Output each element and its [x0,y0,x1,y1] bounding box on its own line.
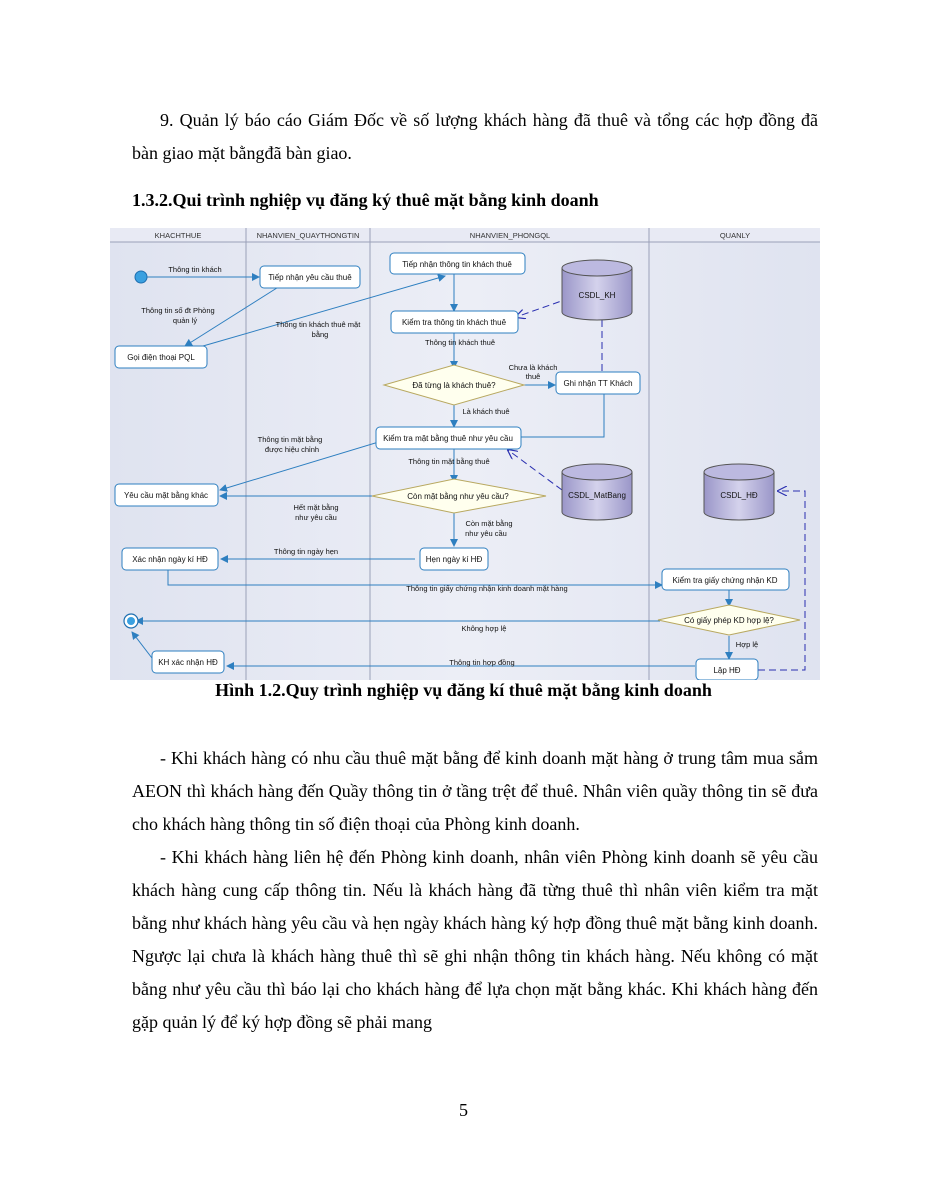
flow-label: Không hợp lệ [461,624,507,633]
flow-label: bằng [311,330,329,339]
flow-label: Thông tin ngày hẹn [273,547,339,556]
page-number: 5 [459,1100,468,1120]
flow-label: Chưa là khách [508,363,558,372]
flow-label: Thông tin giấy chứng nhận kinh doanh mặt hàng [406,584,568,593]
action-kiem-tra-giay: Kiểm tra giấy chứng nhận KD [672,576,778,585]
action-kh-xac-nhan: KH xác nhận HĐ [158,658,218,667]
flow-label: quản lý [172,316,198,325]
section-heading: 1.3.2.Qui trình nghiệp vụ đăng ký thuê mặt bằng kinh doanh [132,190,599,210]
flow-label: Thông tin số đt Phòng [141,306,215,315]
flow-label: được hiệu chỉnh [264,445,320,454]
flow-label: như yêu cầu [295,513,337,522]
action-hen-ngay: Hẹn ngày kí HĐ [425,555,483,564]
action-kiem-tra-mat-bang: Kiểm tra mặt bằng thuê như yêu cầu [383,434,513,443]
flow-label: Thông tin mặt bằng thuê [408,457,490,466]
flow-label: Thông tin hợp đồng [449,658,515,667]
flow-label: Hợp lệ [735,640,759,649]
body-text [132,742,818,1039]
flow-label: Thông tin mặt bằng [257,435,323,444]
lane-label-phongql: NHANVIEN_PHONGQL [469,231,551,240]
flow-label: Thông tin khách thuê [424,338,496,347]
activity-diagram [110,228,820,680]
figure-caption: Hình 1.2.Quy trình nghiệp vụ đăng kí thuê mặt bằng kinh doanh [215,680,712,700]
action-goi-dien: Gọi điện thoại PQL [127,353,195,362]
lane-label-quaythongtin: NHANVIEN_QUAYTHONGTIN [256,231,360,240]
datastore-matbang-label: CSDL_MatBang [568,491,626,500]
action-tiep-nhan-thong-tin: Tiếp nhận thông tin khách thuê [402,260,512,269]
body-paragraph-1: - Khi khách hàng có nhu cầu thuê mặt bằng để kinh doanh mặt hàng ở trung tâm mua sắm AEON thì khách hàng đến Quầy thông tin ở tầng trệt để thuê. Nhân viên quầy thông tin sẽ đưa cho khách hàng thông tin số điện thoại của Phòng kinh doanh. [132,748,818,834]
flow-label: Thông tin khách thuê mặt [275,320,361,329]
flow-label: như yêu cầu [465,529,507,538]
decision-giay-phep-label: Có giấy phép KD hợp lệ? [684,616,774,625]
action-lap-hd: Lập HĐ [713,666,741,675]
flow-label: Hết mặt bằng [293,503,339,512]
end-node [124,614,138,628]
decision-con-mat-bang-label: Còn mặt bằng như yêu cầu? [407,492,509,501]
action-yeu-cau-mat-bang-khac: Yêu cầu mặt bằng khác [123,491,209,500]
action-xac-nhan-ngay: Xác nhận ngày kí HĐ [132,555,208,564]
lane-label-quanly: QUANLY [719,231,751,240]
body-paragraph-2: - Khi khách hàng liên hệ đến Phòng kinh doanh, nhân viên Phòng kinh doanh sẽ yêu cầu khách hàng cung cấp thông tin. Nếu là khách hàng đã từng thuê thì nhân viên kiểm tra mặt bằng như khách hàng yêu cầu và hẹn ngày khách hàng ký hợp đồng thuê mặt bằng kinh doanh. Ngược lại chưa là khách hàng thuê thì sẽ ghi nhận thông tin khách hàng. Nếu không có mặt bằng như yêu cầu thì báo lại cho khách hàng để lựa chọn mặt bằng khác. Khi khách hàng đến gặp quản lý để ký hợp đồng sẽ phải mang [132,847,818,1032]
intro-paragraph: 9. Quản lý báo cáo Giám Đốc về số lượng khách hàng đã thuê và tổng các hợp đồng đã bàn giao mặt bằngđã bàn giao. [132,110,818,163]
decision-da-tung-thue-label: Đã từng là khách thuê? [412,381,496,390]
datastore-kh-label: CSDL_KH [578,291,616,300]
flow-label: Còn mặt bằng [465,519,513,528]
action-tiep-nhan-yeu-cau: Tiếp nhận yêu cầu thuê [268,273,352,282]
datastore-kh [562,260,632,320]
action-ghi-nhan: Ghi nhận TT Khách [563,379,633,388]
action-kiem-tra-thong-tin: Kiểm tra thông tin khách thuê [401,318,507,327]
datastore-hd-label: CSDL_HĐ [720,491,758,500]
flow-label: Là khách thuê [462,407,510,416]
flow-label: thuê [525,372,541,381]
lane-label-khachthue: KHACHTHUE [154,231,202,240]
start-node [135,271,147,283]
flow-label: Thông tin khách [168,265,222,274]
